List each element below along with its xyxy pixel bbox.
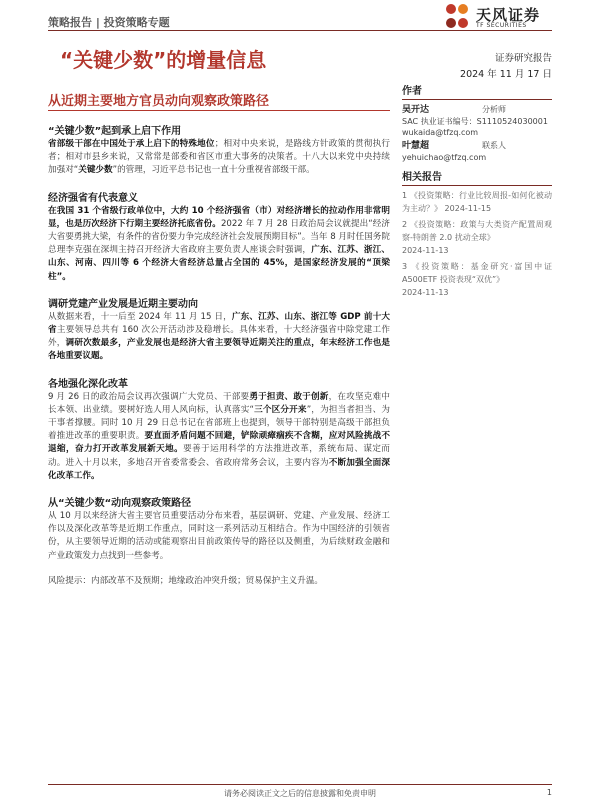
author-entry [402, 104, 552, 138]
section-paragraph [48, 510, 390, 563]
author-cert: SAC 执业证书编号：S1110524030001 [402, 117, 548, 126]
subtitle-divider [48, 110, 390, 111]
page-title: “关键少数”的增量信息 [60, 48, 267, 72]
emphasis-text: 勇于担责、敢于创新 [249, 391, 329, 402]
section-heading: “关键少数”起到承上启下作用 [48, 126, 182, 137]
body-text: 2022 年 7 月 28 日政治局会议就提出“经济大省要勇挑大梁，有条件的省份要力争完成经济社会发展预期目标”。当年 8 月时任国务院总理李克强在深圳主持召开经济大省政府主要负责人座谈会时强调， [48, 218, 390, 256]
section-paragraph [48, 205, 390, 284]
disclaimer-note: 请务必阅读正文之后的信息披露和免责申明 [224, 789, 376, 798]
report-body [48, 122, 390, 586]
author-role: 联系人 [482, 141, 506, 150]
risk-warning: 风险提示：内部改革不及预期；地缘政治冲突升级；贸易保护主义升温。 [48, 575, 324, 586]
authors-heading: 作者 [402, 82, 552, 100]
report-section [48, 295, 390, 364]
emphasis-text: 不断加强全面深化改革工作。 [48, 457, 390, 481]
emphasis-text: 关键少数 [78, 165, 113, 176]
section-heading: 从“关键少数“动向观察政策路径 [48, 498, 192, 510]
emphasis-text: 要直面矛盾问题不回避，铲除顽瘴痼疾不含糊，应对风险挑战不退缩，奋力打开改革发展新天地。 [48, 431, 390, 455]
emphasis-text: 广东、江苏、浙江、山东、河南、四川等 6 个经济大省经济总量占全国的 45%，是国家经济发展的“顶梁柱”。 [48, 245, 390, 282]
related-report-item[interactable]: 1 《投资策略：行业比较周报-如何化被动为主动？》 2024-11-15 [402, 191, 552, 213]
emphasis-text: 在我国 31 个省级行政单位中，大约 10 个经济强省（市）对经济增长的拉动作用非常明显，也是历次经济下行期主要经济托底省份。 [48, 205, 390, 229]
author-email[interactable]: wukaida@tfzq.com [402, 128, 479, 137]
page-subtitle: 从近期主要地方官员动向观察政策路径 [48, 94, 270, 109]
body-text: 要善于运用科学的方法推进改革，系统布局、谋定而动。进入十月以来，多地召开省委常委会、省政府常务会议，主要内容为 [48, 444, 390, 468]
author-email[interactable]: yehuichao@tfzq.com [402, 153, 487, 162]
related-report-item[interactable]: 3 《投资策略：基金研究·富国中证A500ETF 投资表现“双优”》 2024-11-13 [402, 262, 552, 297]
report-category: 策略报告 | 投资策略专题 [48, 16, 170, 29]
related-report-item[interactable]: 2 《投资策略：政策与大类资产配置周观察-特朗普 2.0 扰动全球》 2024-11-13 [402, 220, 552, 255]
body-text: 从 10 月以来经济大省主要官员重要活动分布来看，基层调研、党建、产业发展、经济工作以及深化改革等是近期工作重点，同时这一系列活动互相结合。作为中国经济的引领省份，从主要领导近期的活动或能观察出目前政策传导的路径以及侧重，为后续财政金融和产业政策发力点找到一些参考。 [48, 511, 390, 561]
body-text: 9 月 26 日的政治局会议再次强调广大党员、干部要 [48, 391, 250, 402]
section-paragraph [48, 311, 390, 364]
logo-mark-icon [442, 2, 472, 32]
footer-divider [48, 784, 552, 785]
company-logo [442, 2, 552, 32]
body-text: 主要领导总共有 160 次公开活动涉及稳增长。具体来看，十大经济强省中除党建工作外， [48, 325, 390, 349]
report-section [48, 494, 390, 563]
related-heading: 相关报告 [402, 168, 552, 186]
section-paragraph [48, 138, 390, 178]
body-text: 从数据来看，十一后至 2024 年 11 月 15 日， [48, 311, 232, 322]
report-date: 2024 年 11 月 17 日 [460, 69, 552, 80]
author-entry [402, 140, 552, 163]
author-role: 分析师 [482, 105, 506, 114]
logo-name: 天风证券 [476, 6, 541, 24]
body-text: ”，为担当者担当、为干事者撑腰。同时 10 月 29 日总书记在省部班上也提到，领导干部特别是高级干部担负着推进改革的重要职责。 [48, 404, 390, 442]
report-section [48, 375, 390, 483]
body-text: ；相对中央来说，是路线方针政策的贯彻执行者；相对市县乡来说，又常常是部委和省区市重大事务的决策者。十八大以来党中央持续加强对“ [48, 139, 390, 176]
report-type: 证券研究报告 [494, 53, 552, 64]
emphasis-text: 广东、江苏、山东、浙江等 GDP 前十大省 [48, 311, 390, 336]
page-number: 1 [546, 788, 552, 797]
logo-subtitle: TF SECURITIES [476, 22, 527, 29]
section-heading: 经济强省有代表意义 [48, 192, 138, 204]
emphasis-text: 三个区分开来 [253, 404, 307, 415]
report-section [48, 122, 390, 178]
author-name: 叶慧超 [402, 141, 430, 151]
related-reports-panel [402, 168, 552, 299]
emphasis-text: 省部级干部在中国处于承上启下的特殊地位 [48, 139, 215, 149]
authors-panel [402, 82, 552, 163]
report-section [48, 189, 390, 284]
section-heading: 各地强化深化改革 [48, 378, 128, 390]
emphasis-text: 调研次数最多，产业发展也是经济大省主要领导近期关注的重点，年末经济工作也是各地重要议题。 [48, 338, 390, 362]
section-heading: 调研党建产业发展是近期主要动向 [48, 298, 198, 310]
body-text: ”的管理，习近平总书记也一直十分重视省部级干部。 [112, 165, 315, 176]
body-text: ，在攻坚克难中长本领、出业绩。要树好选人用人风向标，认真落实“ [48, 391, 390, 415]
author-name: 吴开达 [402, 105, 430, 115]
section-paragraph [48, 391, 390, 483]
